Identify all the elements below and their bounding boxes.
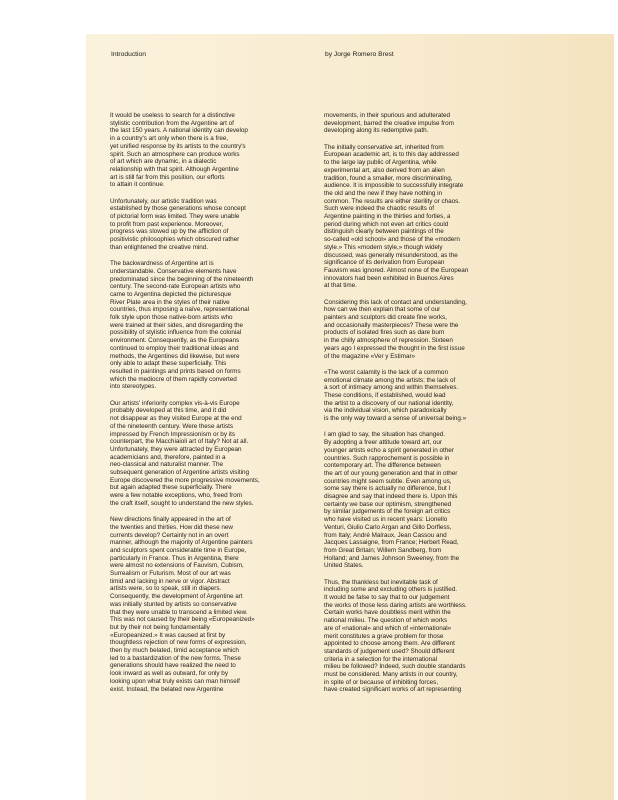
left-column [110,112,324,702]
paragraph: It would be useless to search for a distinctive stylistic contribution from the Argentine art of the last 150 years. A national identity can develop in a country's art only when there is a free, yet unified response by its artists to the country's spirit. Such an atmosphere can produce works of art which are dynamic, in a dialectic relationship with that spirit. Although Argentine art is still far from this position, our efforts to attain it continue. [110,112,248,189]
paragraph: Thus, the thankless but inevitable task of including some and excluding others is justified. It would be false to say that to our judgement the works of those less daring artists are worthless. Certain works have doubtless merit within the national milieu. The question of which works are of «national» and which of «international» merit constitutes a grave problem for those appointed to choose among them. Are different standards of judgement used? Should different criteria in a selection for the international milieu be followed? Indeed, such double standards must be considered. Many artists in our country, in spite of or because of inhibiting forces, have created significant works of art representing [324,578,467,694]
byline: by Jorge Romero Brest [325,51,394,58]
right-column [324,112,538,703]
paragraph: I am glad to say, the situation has changed. By adopting a freer attitude toward art, our younger artists echo a spirit generated in other countries. Such rapprochement is possible in contemporary art. The difference between the art of our young generation and that in other countries might seem subtle. Even among us, some say there is actually no difference, but I disagree and say that indeed there is. Upon this certainty we base our optimism, strengthened by similar judgements of the foreign art critics who have visited us in recent years: Lionello Venturi, Giulio Carlo Argan and Gillo Dorfless, from Italy; André Malraux, Jean Cassou and Jacques Lassaigne, from France; Herbert Read, from Great Britain; Willem Sandberg, from Holland; and James Johnson Sweeney, from the United States. [324,431,460,570]
paragraph: Considering this lack of contact and understanding, how can we then explain that some of our painters and sculptors did create fine works, and occasionally masterpieces? These were the products of isolated fires such as dare burn in the chilly atmosphere of repression. Sixteen years ago I expressed the thought in the first issue of the magazine «Ver y Estimar» [324,298,467,360]
paragraph: The backwardness of Argentine art is understandable. Conservative elements have predominated since the beginning of the nineteenth century. The second-rate European artists who came to Argentina depicted the picturesque River Plate area in the styles of their native countries, thus imposing a naïve, representational folk style upon those native-born artists who were trained at their sides, and disregarding the possibility of stylistic influence from the colonial environment. Consequently, as the Europeans continued to employ their traditional ideas and methods, the Argentines did likewise, but were only able to adapt these superficially. This resulted in paintings and prints based on forms which the mediocre of them rapidly converted into stereotypes. [110,260,254,391]
paragraph: movements, in their spurious and adulterated development, barred the creative impulse from developing along its redemptive path. [324,112,454,135]
paragraph: The initially conservative art, inherited from European academic art, is to this day addressed to the large lay public of Argentina, while experimental art, also derived from an alien tradition, found a smaller, more discriminating, audience. It is impossible to successfully integrate the old and the new if they have nothing in common. The results are either sterility or chaos. Such were indeed the chaotic results of Argentine painting in the thirties and forties, a period during which not even art critics could distinguish clearly between paintings of the so-called «old school» and those of the «modern style.» This «modern style,» though widely discussed, was generally misunderstood, as the significance of its derivation from European Fauvism was ignored. Almost none of the European innovators had been exhibited in Buenos Aires at that time. [324,143,469,290]
paragraph: Unfortunately, our artistic tradition was established by those generations whose concept of pictorial form was limited. They were unable to profit from past experience. Moreover, progress was slowed up by the affliction of positivistic philosophies which obscured rather than enlightened the creative mind. [110,197,246,251]
paragraph: New directions finally appeared in the art of the twenties and thirties. How did these new currents develop? Certainly not in an overt manner, although the majority of Argentine painters and sculptors spent considerable time in Europe, particularly in France. Thus in Argentina, there were almost no extensions of Fauvism, Cubism, Surrealism or Futurism. Most of our art was timid and lacking in nerve or vigor. Abstract artists were, so to speak, still in diapers. Consequently, the development of Argentine art was initially stunted by artists so conservative that they were unable to transcend a limited view. This was not caused by their being «Europeanized» but by their not being fundamentally «Europeanized.» It was caused at first by thoughtless rejection of new forms of expression, then by much belated, timid acceptance which led to a bastardization of the new forms. These generations should have realized the need to look inward as well as outward, for only by looking upon what truly exists can man himself exist. Instead, the belated new Argentine [110,516,255,693]
paragraph: Our artists' inferiority complex vis-à-vis Europe probably developed at this time, and it did not disappear as they visited Europe at the end of the nineteenth century. Were these artists impressed by French Impressionism or by its counterpart, the Macchiaioli art of Italy? Not at all. Unfortunately, they were attracted by European academicians and, therefore, painted in a neo-classical and naturalist manner. The subsequent generation of Argentine artists visiting Europe discovered the more progressive movements, but again adapted these superficially. There were a few notable exceptions, who, freed from the craft itself, sought to understand the new styles. [110,399,260,507]
section-title: Introduction [111,51,146,58]
quotation: «The worst calamity is the lack of a common emotional climate among the artists; the lack of a sort of intimacy among and within themselves. These conditions, if established, would lead the artist to a discovery of our national identity, via the individual vision, which paradoxically is the only way toward a sense of universal being.» [324,368,467,423]
